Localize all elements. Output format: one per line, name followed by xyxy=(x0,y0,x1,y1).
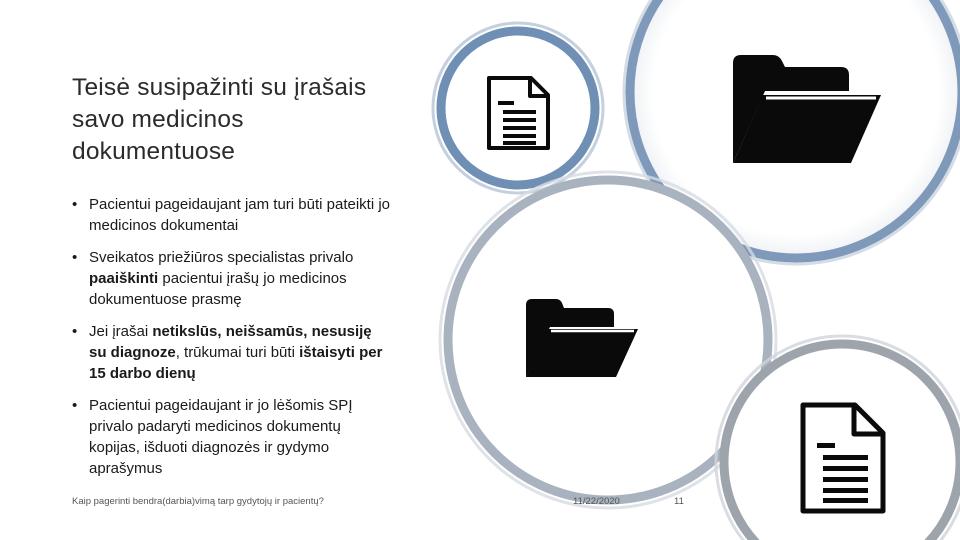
bullet-text: Sveikatos priežiūros specialistas privalo xyxy=(89,249,354,266)
bullet-item xyxy=(72,194,392,236)
bullet-item xyxy=(72,247,392,310)
footer-date: 11/22/2020 xyxy=(573,496,620,507)
bullet-text: pacientui įrašų jo medicinos dokumentuose prasmę xyxy=(89,270,347,308)
footer-text: Kaip pagerinti bendra(darbia)vimą tarp gydytojų ir pacientų? xyxy=(72,496,324,507)
bullet-text-bold: netikslūs, neišsamūs, nesusiję su diagnoze xyxy=(89,323,372,361)
slide-number: 11 xyxy=(674,496,684,507)
bullet-text: Jei įrašai xyxy=(89,323,153,340)
bullet-text: , trūkumai turi būti xyxy=(175,344,300,361)
bullet-text: Pacientui pageidaujant jam turi būti pateikti jo medicinos dokumentai xyxy=(89,196,391,234)
bullet-item xyxy=(72,395,392,479)
document-icon xyxy=(489,78,548,148)
document-icon xyxy=(803,405,883,511)
slide-title: Teisė susipažinti su įrašais savo medicinos dokumentuose xyxy=(72,74,367,165)
bullet-item xyxy=(72,321,392,384)
bullet-text-bold: ištaisyti per 15 darbo dienų xyxy=(89,344,383,382)
bullet-text: Pacientui pageidaujant ir jo lėšomis SPĮ privalo padaryti medicinos dokumentų kopijas, išduoti diagnozės ir gydymo aprašymus xyxy=(89,397,353,477)
bullet-list xyxy=(72,194,392,490)
bullet-text-bold: paaiškinti xyxy=(89,270,159,287)
